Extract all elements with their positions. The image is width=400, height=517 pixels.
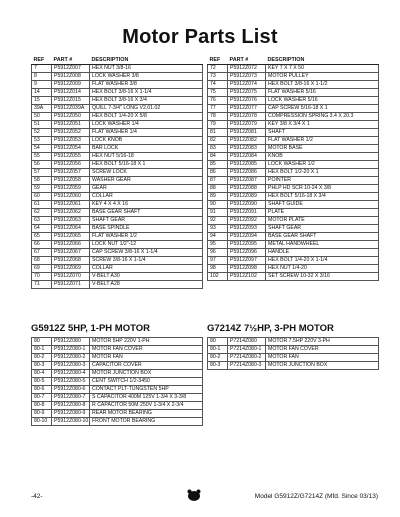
part-number-cell: P5912Z080-8 (52, 402, 90, 410)
ref-cell: 80 (32, 338, 52, 346)
ref-cell: 69 (32, 265, 52, 273)
part-number-cell: P5912Z075 (228, 89, 266, 97)
part-number-cell: P5912Z056 (52, 161, 90, 169)
table-row (32, 402, 203, 410)
table-row (208, 97, 379, 105)
ref-cell: 15 (32, 97, 52, 105)
part-number-cell: P5912Z091 (228, 209, 266, 217)
description-cell: MOTOR JUNCTION BOX (266, 362, 379, 370)
column-header-desc: DESCRIPTION (90, 57, 203, 65)
ref-cell: 97 (208, 257, 228, 265)
part-number-cell: P5912Z067 (52, 249, 90, 257)
table-row (208, 73, 379, 81)
bear-logo-icon (186, 488, 202, 502)
description-cell: MOTOR BASE (266, 145, 379, 153)
table-row (208, 241, 379, 249)
part-number-cell: P5912Z080-3 (52, 362, 90, 370)
table-row (208, 201, 379, 209)
description-cell: SHAFT (266, 129, 379, 137)
part-number-cell: P5912Z055 (52, 153, 90, 161)
description-cell: POINTER (266, 177, 379, 185)
page-title: Motor Parts List (122, 26, 278, 48)
part-number-cell: P5912Z080 (52, 338, 90, 346)
ref-cell: 80-1 (32, 346, 52, 354)
ref-cell: 62 (32, 209, 52, 217)
table-row (32, 249, 203, 257)
ref-cell: 75 (208, 89, 228, 97)
description-cell: FRONT MOTOR BEARING (90, 418, 203, 426)
ref-cell: 39A (32, 105, 52, 113)
description-cell: HEX BOLT 3/8-16 X 1-1/2 (266, 81, 379, 89)
ref-cell: 57 (32, 169, 52, 177)
ref-cell: 14 (32, 89, 52, 97)
description-cell: FLAT WASHER 1/2 (266, 137, 379, 145)
ref-cell: 70 (32, 273, 52, 281)
description-cell: HEX BOLT 1/4-20 X 1-1/4 (266, 257, 379, 265)
table-row (208, 273, 379, 281)
ref-cell: 79 (208, 121, 228, 129)
ref-cell: 7 (32, 65, 52, 73)
description-cell: FLAT WASHER 1/4 (90, 129, 203, 137)
part-number-cell: P5912Z090 (228, 201, 266, 209)
part-number-cell: P5912Z083 (228, 145, 266, 153)
part-number-cell: P5912Z080-7 (52, 394, 90, 402)
motor-table-g5912z (31, 337, 203, 426)
description-cell: HANDLE (266, 249, 379, 257)
part-number-cell: P5912Z068 (52, 257, 90, 265)
ref-cell: 9 (32, 81, 52, 89)
ref-cell: 80-2 (208, 354, 228, 362)
description-cell: KEY 3/8 X 3/4 X 1 (266, 121, 379, 129)
table-row (32, 137, 203, 145)
part-number-cell: P5912Z064 (52, 225, 90, 233)
table-row (32, 273, 203, 281)
table-row (32, 105, 203, 113)
description-cell: BASE GEAR SHAFT (90, 209, 203, 217)
part-number-cell: P5912Z076 (228, 97, 266, 105)
description-cell: LOCK WASHER 1/4 (90, 121, 203, 129)
description-cell: SHAFT GEAR (266, 225, 379, 233)
table-row (208, 121, 379, 129)
table-row (208, 257, 379, 265)
description-cell: FLAT WASHER 5/16 (266, 89, 379, 97)
column-header-part: PART # (228, 57, 266, 65)
ref-cell: 72 (208, 65, 228, 73)
description-cell: MOTOR FAN (90, 354, 203, 362)
ref-cell: 84 (208, 153, 228, 161)
motor-table-g7214z (207, 337, 379, 370)
ref-cell: 80-10 (32, 418, 52, 426)
description-cell: BASE SPINDLE (90, 225, 203, 233)
ref-cell: 90 (208, 201, 228, 209)
part-number-cell: P5912Z080-2 (52, 354, 90, 362)
ref-cell: 98 (208, 265, 228, 273)
table-row (208, 217, 379, 225)
part-number-cell: P5912Z009 (52, 81, 90, 89)
ref-cell: 80-9 (32, 410, 52, 418)
part-number-cell: P5912Z057 (52, 169, 90, 177)
description-cell: HEX BOLT 5/16-18 X 3/4 (266, 193, 379, 201)
part-number-cell: P5912Z084 (228, 153, 266, 161)
part-number-cell: P5912Z072 (228, 65, 266, 73)
description-cell: V-BELT A30 (90, 273, 203, 281)
description-cell: CENT SWITCH 1/2-3450 (90, 378, 203, 386)
table-row (32, 145, 203, 153)
ref-cell: 8 (32, 73, 52, 81)
part-number-cell: P5912Z062 (52, 209, 90, 217)
ref-cell: 93 (208, 225, 228, 233)
description-cell: HEX BOLT 3/8-16 X 3/4 (90, 97, 203, 105)
description-cell: V-BELT A28 (90, 281, 203, 289)
part-number-cell: P5912Z063 (52, 217, 90, 225)
ref-cell: 65 (32, 233, 52, 241)
table-row (32, 113, 203, 121)
part-number-cell: P5912Z071 (52, 281, 90, 289)
table-row (32, 410, 203, 418)
ref-cell: 66 (32, 241, 52, 249)
table-row (208, 89, 379, 97)
table-row (32, 185, 203, 193)
part-number-cell: P5912Z073 (228, 73, 266, 81)
ref-cell: 80-7 (32, 394, 52, 402)
table-row (32, 97, 203, 105)
description-cell: HEX BOLT 1/4-20 X 5/8 (90, 113, 203, 121)
part-number-cell: P5912Z088 (228, 185, 266, 193)
description-cell: HEX BOLT 3/8-16 X 1-1/4 (90, 89, 203, 97)
table-row (32, 169, 203, 177)
ref-cell: 77 (208, 105, 228, 113)
column-header-desc: DESCRIPTION (266, 57, 379, 65)
table-row (32, 217, 203, 225)
part-number-cell: P5912Z050 (52, 113, 90, 121)
table-row (208, 105, 379, 113)
ref-cell: 63 (32, 217, 52, 225)
description-cell: FLAT WASHER 1/2 (90, 233, 203, 241)
part-number-cell: P5912Z061 (52, 201, 90, 209)
description-cell: MOTOR JUNCTION BOX (90, 370, 203, 378)
ref-cell: 80-1 (208, 346, 228, 354)
ref-cell: 71 (32, 281, 52, 289)
part-number-cell: P5912Z079 (228, 121, 266, 129)
part-number-cell: P5912Z080-5 (52, 378, 90, 386)
table-row (208, 249, 379, 257)
part-number-cell: P5912Z070 (52, 273, 90, 281)
description-cell: SCREW 3/8-16 X 1-1/4 (90, 257, 203, 265)
description-cell: CAP SCREW 3/8-16 X 1-1/4 (90, 249, 203, 257)
ref-cell: 87 (208, 177, 228, 185)
table-row (32, 370, 203, 378)
table-row (32, 89, 203, 97)
parts-table-left (31, 57, 203, 289)
part-number-cell: P5912Z094 (228, 233, 266, 241)
part-number-cell: P5912Z015 (52, 97, 90, 105)
description-cell: HEX NUT 1/4-20 (266, 265, 379, 273)
part-number-cell: P5912Z098 (228, 265, 266, 273)
table-row (208, 346, 379, 354)
table-header-row (32, 57, 203, 65)
part-number-cell: P5912Z092 (228, 217, 266, 225)
ref-cell: 80-6 (32, 386, 52, 394)
table-row (208, 338, 379, 346)
table-row (32, 241, 203, 249)
ref-cell: 91 (208, 209, 228, 217)
part-number-cell: P5912Z080-4 (52, 370, 90, 378)
table-row (32, 153, 203, 161)
part-number-cell: P5912Z089 (228, 193, 266, 201)
table-row (32, 265, 203, 273)
ref-cell: 59 (32, 185, 52, 193)
table-row (208, 177, 379, 185)
table-row (208, 81, 379, 89)
description-cell: SET SCREW 10-32 X 3/16 (266, 273, 379, 281)
ref-cell: 52 (32, 129, 52, 137)
table-row (208, 225, 379, 233)
table-row (32, 121, 203, 129)
part-number-cell: P5912Z007 (52, 65, 90, 73)
part-number-cell: P5912Z052 (52, 129, 90, 137)
description-cell: LOCK WASHER 5/16 (266, 97, 379, 105)
description-cell: HEX BOLT 1/2-20 X 1 (266, 169, 379, 177)
description-cell: MOTOR FAN COVER (90, 346, 203, 354)
part-number-cell: P5912Z039A (52, 105, 90, 113)
ref-cell: 73 (208, 73, 228, 81)
table-row (208, 145, 379, 153)
description-cell: S CAPACITOR 400M 125V 1-3/4 X 3-3/8 (90, 394, 203, 402)
table-row (32, 201, 203, 209)
model-footer: Model G5912Z/G7214Z (Mfd. Since 03/13) (254, 493, 378, 500)
table-row (208, 209, 379, 217)
part-number-cell: P5912Z093 (228, 225, 266, 233)
part-number-cell: P5912Z080-9 (52, 410, 90, 418)
motor-section-title-g5912z: G5912Z 5HP, 1-PH MOTOR (31, 323, 150, 334)
ref-cell: 51 (32, 121, 52, 129)
ref-cell: 80-3 (32, 362, 52, 370)
table-row (208, 169, 379, 177)
part-number-cell: P5912Z060 (52, 193, 90, 201)
part-number-cell: P5912Z081 (228, 129, 266, 137)
description-cell: KEY 4 X 4 X 16 (90, 201, 203, 209)
page-number: -42- (31, 493, 43, 500)
table-row (208, 265, 379, 273)
ref-cell: 83 (208, 145, 228, 153)
part-number-cell: P5912Z053 (52, 137, 90, 145)
description-cell: LOCK WASHER 3/8 (90, 73, 203, 81)
description-cell: HEX BOLT 5/16-18 X 1 (90, 161, 203, 169)
description-cell: BAR LOCK (90, 145, 203, 153)
description-cell: CONTACT PLT-TUNGSTEN 5HP (90, 386, 203, 394)
part-number-cell: P5912Z102 (228, 273, 266, 281)
motor-section-title-g7214z: G7214Z 7½HP, 3-PH MOTOR (207, 323, 334, 334)
description-cell: FLAT WASHER 3/8 (90, 81, 203, 89)
ref-cell: 64 (32, 225, 52, 233)
table-row (32, 233, 203, 241)
part-number-cell: P5912Z066 (52, 241, 90, 249)
ref-cell: 68 (32, 257, 52, 265)
table-row (32, 378, 203, 386)
description-cell: COMPRESSION SPRING 3.4 X 20.3 (266, 113, 379, 121)
ref-cell: 60 (32, 193, 52, 201)
table-row (32, 354, 203, 362)
description-cell: LOCK NUT 1/2"-12 (90, 241, 203, 249)
table-row (32, 81, 203, 89)
part-number-cell: P5912Z080-10 (52, 418, 90, 426)
ref-cell: 88 (208, 185, 228, 193)
ref-cell: 67 (32, 249, 52, 257)
table-row (32, 338, 203, 346)
table-row (32, 225, 203, 233)
ref-cell: 94 (208, 233, 228, 241)
ref-cell: 61 (32, 201, 52, 209)
description-cell: WASHER GEAR (90, 177, 203, 185)
ref-cell: 80-8 (32, 402, 52, 410)
ref-cell: 82 (208, 137, 228, 145)
description-cell: HEX NUT 5/16-18 (90, 153, 203, 161)
part-number-cell: P7214Z080-1 (228, 346, 266, 354)
table-row (208, 129, 379, 137)
part-number-cell: P5912Z077 (228, 105, 266, 113)
ref-cell: 95 (208, 241, 228, 249)
table-row (208, 113, 379, 121)
description-cell: KNOB (266, 153, 379, 161)
description-cell: GEAR (90, 185, 203, 193)
description-cell: MOTOR PULLEY (266, 73, 379, 81)
part-number-cell: P5912Z008 (52, 73, 90, 81)
ref-cell: 89 (208, 193, 228, 201)
ref-cell: 85 (208, 161, 228, 169)
ref-cell: 92 (208, 217, 228, 225)
part-number-cell: P5912Z080-6 (52, 386, 90, 394)
table-row (32, 346, 203, 354)
part-number-cell: P5912Z051 (52, 121, 90, 129)
table-row (32, 281, 203, 289)
part-number-cell: P5912Z065 (52, 233, 90, 241)
description-cell: PLATE (266, 209, 379, 217)
ref-cell: 80-4 (32, 370, 52, 378)
ref-cell: 86 (208, 169, 228, 177)
part-number-cell: P7214Z080-3 (228, 362, 266, 370)
table-row (32, 193, 203, 201)
column-header-ref: REF (32, 57, 52, 65)
ref-cell: 96 (208, 249, 228, 257)
ref-cell: 55 (32, 153, 52, 161)
description-cell: LOCK KNOB (90, 137, 203, 145)
part-number-cell: P5912Z074 (228, 81, 266, 89)
description-cell: MOTOR 7.5HP 220V 3-PH (266, 338, 379, 346)
description-cell: CAP SCREW 5/16-18 X 1 (266, 105, 379, 113)
part-number-cell: P5912Z069 (52, 265, 90, 273)
part-number-cell: P5912Z080-1 (52, 346, 90, 354)
table-row (208, 362, 379, 370)
description-cell: LOCK WASHER 1/2 (266, 161, 379, 169)
description-cell: METAL HANDWHEEL (266, 241, 379, 249)
part-number-cell: P5912Z095 (228, 241, 266, 249)
ref-cell: 56 (32, 161, 52, 169)
description-cell: MOTOR PLATE (266, 217, 379, 225)
ref-cell: 80 (208, 338, 228, 346)
description-cell: QUILL 7-3/4" LONG V2.01.02 (90, 105, 203, 113)
description-cell: R CAPACITOR 50M 250V 1-3/4 X 2-3/4 (90, 402, 203, 410)
description-cell: COLLAR (90, 193, 203, 201)
ref-cell: 76 (208, 97, 228, 105)
ref-cell: 80-5 (32, 378, 52, 386)
part-number-cell: P5912Z058 (52, 177, 90, 185)
description-cell: HEX NUT 3/8-16 (90, 65, 203, 73)
part-number-cell: P5912Z054 (52, 145, 90, 153)
description-cell: PHLP HD SCR 10-24 X 3/8 (266, 185, 379, 193)
part-number-cell: P5912Z059 (52, 185, 90, 193)
part-number-cell: P5912Z096 (228, 249, 266, 257)
description-cell: COLLAR (90, 265, 203, 273)
table-row (32, 386, 203, 394)
part-number-cell: P5912Z078 (228, 113, 266, 121)
table-row (208, 153, 379, 161)
table-row (208, 65, 379, 73)
table-row (32, 177, 203, 185)
table-row (32, 257, 203, 265)
description-cell: MOTOR 5HP 220V 1-PH (90, 338, 203, 346)
table-row (32, 129, 203, 137)
description-cell: BASE GEAR SHAFT (266, 233, 379, 241)
table-row (32, 73, 203, 81)
ref-cell: 53 (32, 137, 52, 145)
column-header-ref: REF (208, 57, 228, 65)
part-number-cell: P5912Z014 (52, 89, 90, 97)
description-cell: CAPACITOR COVER (90, 362, 203, 370)
part-number-cell: P7214Z080 (228, 338, 266, 346)
part-number-cell: P5912Z086 (228, 169, 266, 177)
description-cell: REAR MOTOR BEARING (90, 410, 203, 418)
ref-cell: 54 (32, 145, 52, 153)
table-row (208, 161, 379, 169)
part-number-cell: P5912Z087 (228, 177, 266, 185)
part-number-cell: P7214Z080-2 (228, 354, 266, 362)
table-row (208, 193, 379, 201)
part-number-cell: P5912Z082 (228, 137, 266, 145)
table-row (208, 185, 379, 193)
ref-cell: 58 (32, 177, 52, 185)
table-row (32, 418, 203, 426)
description-cell: MOTOR FAN (266, 354, 379, 362)
part-number-cell: P5912Z085 (228, 161, 266, 169)
part-number-cell: P5912Z097 (228, 257, 266, 265)
ref-cell: 102 (208, 273, 228, 281)
table-row (208, 354, 379, 362)
ref-cell: 78 (208, 113, 228, 121)
ref-cell: 81 (208, 129, 228, 137)
description-cell: MOTOR FAN COVER (266, 346, 379, 354)
table-row (32, 209, 203, 217)
description-cell: KEY 7 X 7 X 50 (266, 65, 379, 73)
column-header-part: PART # (52, 57, 90, 65)
ref-cell: 80-3 (208, 362, 228, 370)
table-header-row (208, 57, 379, 65)
parts-table-right (207, 57, 379, 281)
ref-cell: 74 (208, 81, 228, 89)
table-row (32, 161, 203, 169)
table-row (32, 394, 203, 402)
table-row (32, 65, 203, 73)
table-row (208, 233, 379, 241)
ref-cell: 50 (32, 113, 52, 121)
table-row (208, 137, 379, 145)
ref-cell: 80-2 (32, 354, 52, 362)
table-row (32, 362, 203, 370)
description-cell: SHAFT GUIDE (266, 201, 379, 209)
description-cell: SCREW LOCK (90, 169, 203, 177)
description-cell: SHAFT GEAR (90, 217, 203, 225)
